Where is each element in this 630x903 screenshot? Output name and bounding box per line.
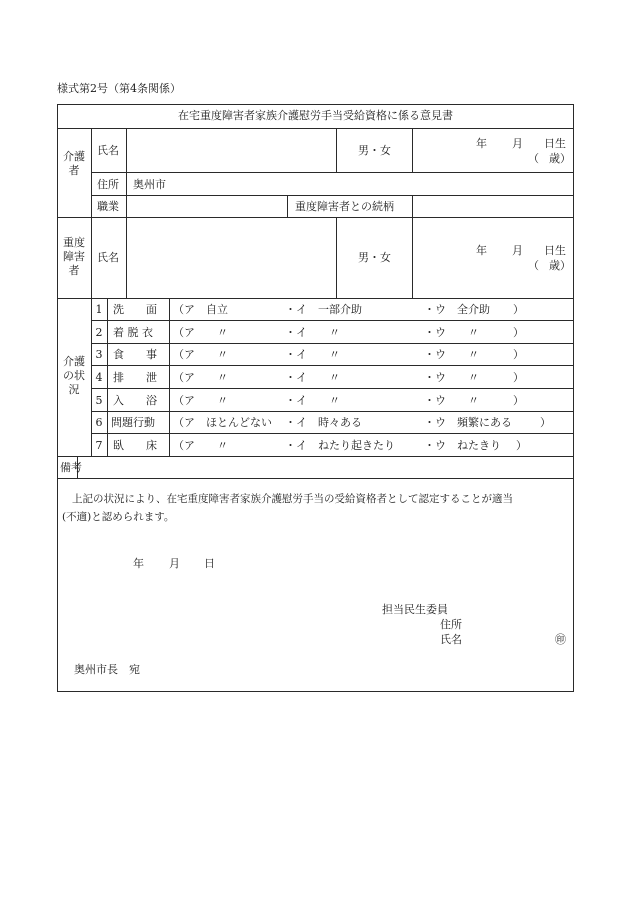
row-number: 1 xyxy=(95,303,103,316)
row-number: 4 xyxy=(95,371,103,384)
label-line: 介護 xyxy=(63,150,85,163)
form-title: 在宅重度障害者家族介護慰労手当受給資格に係る意見書 xyxy=(178,109,453,122)
label-line: 者 xyxy=(68,264,80,277)
option-close: ） xyxy=(513,303,524,316)
row-number: 6 xyxy=(95,416,103,429)
option-a[interactable]: （ア 自立 xyxy=(173,303,228,316)
label-line: 重度 xyxy=(63,236,85,249)
disabled-section-label xyxy=(57,236,91,278)
option-i[interactable]: ・イ ねたり起きたり xyxy=(285,439,395,452)
caregiver-dob-month: 月 xyxy=(512,137,523,150)
caregiver-dob-year: 年 xyxy=(476,137,487,150)
option-i[interactable]: ・イ 〃 xyxy=(285,326,340,339)
option-u[interactable]: ・ウ 頻繁にある xyxy=(424,416,512,429)
seal-mark: ㊞ xyxy=(555,633,566,646)
form-number: 様式第2号（第4条関係） xyxy=(57,82,181,95)
row-item: 問題行動 xyxy=(111,416,155,429)
option-i[interactable]: ・イ 〃 xyxy=(285,394,340,407)
label-line: 者 xyxy=(68,164,80,177)
signer-address-label: 住所 xyxy=(440,618,462,631)
row-item: 洗 面 xyxy=(113,303,157,316)
option-a[interactable]: （ア 〃 xyxy=(173,394,228,407)
signer-title: 担当民生委員 xyxy=(382,603,448,616)
option-i[interactable]: ・イ 時々ある xyxy=(285,416,362,429)
caregiver-age-open: （ xyxy=(528,152,539,165)
remarks-label: 備考 xyxy=(60,461,82,474)
option-a[interactable]: （ア 〃 xyxy=(173,439,228,452)
caregiver-occupation-field[interactable] xyxy=(127,197,285,215)
option-u[interactable]: ・ウ 〃 xyxy=(424,326,479,339)
caregiver-dob-day: 日生 xyxy=(544,137,566,150)
row-item: 食 事 xyxy=(113,348,157,361)
caregiver-address-value[interactable]: 奥州市 xyxy=(133,178,166,191)
date-day: 日 xyxy=(204,557,215,570)
disabled-dob-day: 日生 xyxy=(544,244,566,257)
label-line: の状 xyxy=(63,369,85,382)
row-item: 臥 床 xyxy=(113,439,157,452)
caregiver-gender[interactable]: 男・女 xyxy=(358,144,391,157)
row-item: 着 脱 衣 xyxy=(113,326,153,339)
option-i[interactable]: ・イ 一部介助 xyxy=(285,303,362,316)
disabled-age-close: 歳） xyxy=(549,259,571,272)
signer-name-label: 氏名 xyxy=(440,633,462,646)
caregiver-relation-label: 重度障害者との続柄 xyxy=(295,200,394,213)
option-close: ） xyxy=(513,371,524,384)
remarks-field[interactable] xyxy=(78,458,572,476)
label-line: 況 xyxy=(68,383,80,396)
disabled-name-field[interactable] xyxy=(127,225,335,291)
option-close: ） xyxy=(540,416,551,429)
option-a[interactable]: （ア 〃 xyxy=(173,348,228,361)
row-item: 排 泄 xyxy=(113,371,157,384)
option-u[interactable]: ・ウ 〃 xyxy=(424,348,479,361)
disabled-gender[interactable]: 男・女 xyxy=(358,251,391,264)
row-item: 入 浴 xyxy=(113,394,157,407)
disabled-dob-year: 年 xyxy=(476,244,487,257)
care-status-section-label xyxy=(57,355,91,397)
option-close: ） xyxy=(513,348,524,361)
caregiver-name-label: 氏名 xyxy=(97,144,119,157)
option-close: ） xyxy=(513,394,524,407)
caregiver-name-field[interactable] xyxy=(127,135,335,165)
option-close: ） xyxy=(516,439,527,452)
option-i[interactable]: ・イ 〃 xyxy=(285,348,340,361)
row-number: 3 xyxy=(95,348,103,361)
caregiver-section-label xyxy=(57,150,91,178)
caregiver-occupation-label: 職業 xyxy=(97,200,119,213)
caregiver-address-label: 住所 xyxy=(97,178,119,191)
row-number: 5 xyxy=(95,394,103,407)
date-year: 年 xyxy=(133,557,144,570)
caregiver-relation-field[interactable] xyxy=(413,197,571,215)
label-line: 介護 xyxy=(63,355,85,368)
option-u[interactable]: ・ウ ねたきり xyxy=(424,439,501,452)
date-month: 月 xyxy=(169,557,180,570)
disabled-name-label: 氏名 xyxy=(97,251,119,264)
caregiver-age-close: 歳） xyxy=(549,152,571,165)
option-a[interactable]: （ア ほとんどない xyxy=(173,416,272,429)
option-u[interactable]: ・ウ 〃 xyxy=(424,394,479,407)
row-number: 2 xyxy=(95,326,103,339)
option-a[interactable]: （ア 〃 xyxy=(173,326,228,339)
statement-line-1: 上記の状況により、在宅重度障害者家族介護慰労手当の受給資格者として認定することが適当 xyxy=(72,493,513,505)
disabled-age-open: （ xyxy=(528,259,539,272)
addressee: 奥州市長 宛 xyxy=(74,663,140,676)
option-i[interactable]: ・イ 〃 xyxy=(285,371,340,384)
disabled-dob-month: 月 xyxy=(512,244,523,257)
label-line: 障害 xyxy=(63,250,85,263)
statement-line-2: (不適)と認められます。 xyxy=(62,511,175,523)
option-u[interactable]: ・ウ 全介助 xyxy=(424,303,490,316)
option-a[interactable]: （ア 〃 xyxy=(173,371,228,384)
option-close: ） xyxy=(513,326,524,339)
row-number: 7 xyxy=(95,439,103,452)
option-u[interactable]: ・ウ 〃 xyxy=(424,371,479,384)
